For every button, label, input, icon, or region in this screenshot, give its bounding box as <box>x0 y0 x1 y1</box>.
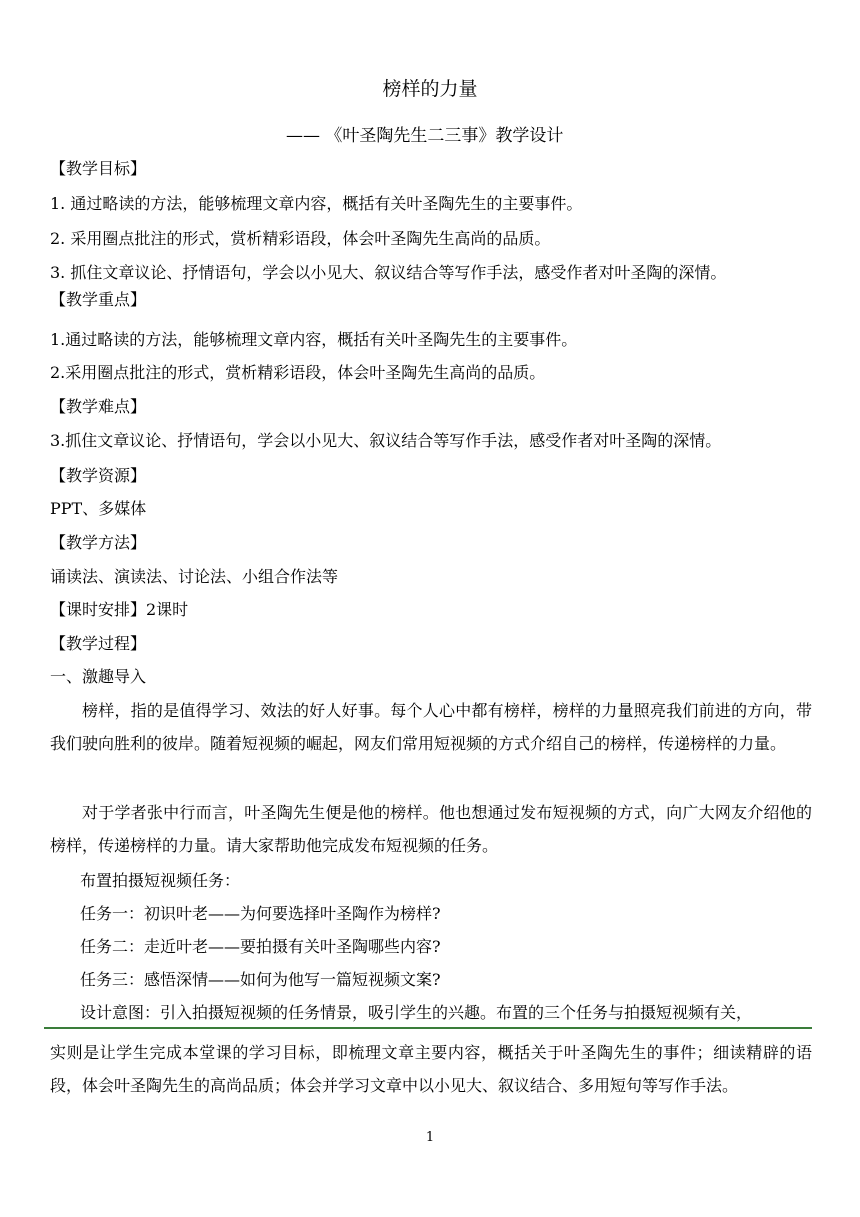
doc-title: 榜样的力量 <box>382 78 478 100</box>
methods-text: 诵读法、演读法、讨论法、小组合作法等 <box>50 567 339 586</box>
resources-text: PPT、多媒体 <box>50 499 147 518</box>
process-heading: 【教学过程】 <box>50 634 147 653</box>
goal-item: 3. 抓住文章议论、抒情语句，学会以小见大、叙议结合等写作手法，感受作者对叶圣陶的深情。 <box>50 263 727 282</box>
intro-paragraph: 榜样，指的是值得学习、效法的好人好事。每个人心中都有榜样，榜样的力量照亮我们前进的方向，带我们驶向胜利的彼岸。随着短视频的崛起，网友们常用短视频的方式介绍自己的榜样，传递榜样的力量。 <box>50 701 812 753</box>
goal-item: 2. 采用圈点批注的形式，赏析精彩语段，体会叶圣陶先生高尚的品质。 <box>50 229 551 248</box>
page-divider <box>44 1027 812 1029</box>
goals-heading: 【教学目标】 <box>50 159 147 178</box>
intro-paragraph: 对于学者张中行而言，叶圣陶先生便是他的榜样。他也想通过发布短视频的方式，向广大网友介绍他的榜样，传递榜样的力量。请大家帮助他完成发布短视频的任务。 <box>50 803 812 855</box>
tasks-intro: 布置拍摄短视频任务： <box>80 871 241 890</box>
methods-heading: 【教学方法】 <box>50 533 147 552</box>
task-item: 任务一：初识叶老——为何要选择叶圣陶作为榜样? <box>80 904 441 923</box>
doc-subtitle: —— 《叶圣陶先生二三事》教学设计 <box>286 126 564 146</box>
focus-item: 2.采用圈点批注的形式，赏析精彩语段，体会叶圣陶先生高尚的品质。 <box>50 363 546 382</box>
difficulty-item: 3.抓住文章议论、抒情语句，学会以小见大、叙议结合等写作手法，感受作者对叶圣陶的深情。 <box>50 431 722 450</box>
goal-item: 1. 通过略读的方法，能够梳理文章内容，概括有关叶圣陶先生的主要事件。 <box>50 194 583 213</box>
difficulty-heading: 【教学难点】 <box>50 397 147 416</box>
task-item: 任务三：感悟深情——如何为他写一篇短视频文案? <box>80 970 441 989</box>
resources-heading: 【教学资源】 <box>50 466 147 485</box>
focus-heading: 【教学重点】 <box>50 290 147 309</box>
design-intent-continued: 实则是让学生完成本堂课的学习目标，即梳理文章主要内容，概括关于叶圣陶先生的事件；细读精辟的语段，体会叶圣陶先生的高尚品质；体会并学习文章中以小见大、叙议结合、多用短句等写作手法。 <box>50 1043 812 1095</box>
design-intent: 设计意图：引入拍摄短视频的任务情景，吸引学生的兴趣。布置的三个任务与拍摄短视频有关， <box>80 1003 753 1022</box>
section-heading: 一、激趣导入 <box>50 667 147 686</box>
task-item: 任务二：走近叶老——要拍摄有关叶圣陶哪些内容? <box>80 937 441 956</box>
focus-item: 1.通过略读的方法，能够梳理文章内容，概括有关叶圣陶先生的主要事件。 <box>50 330 578 349</box>
schedule-line: 【课时安排】2课时 <box>50 600 189 619</box>
page-number: 1 <box>425 1130 435 1145</box>
